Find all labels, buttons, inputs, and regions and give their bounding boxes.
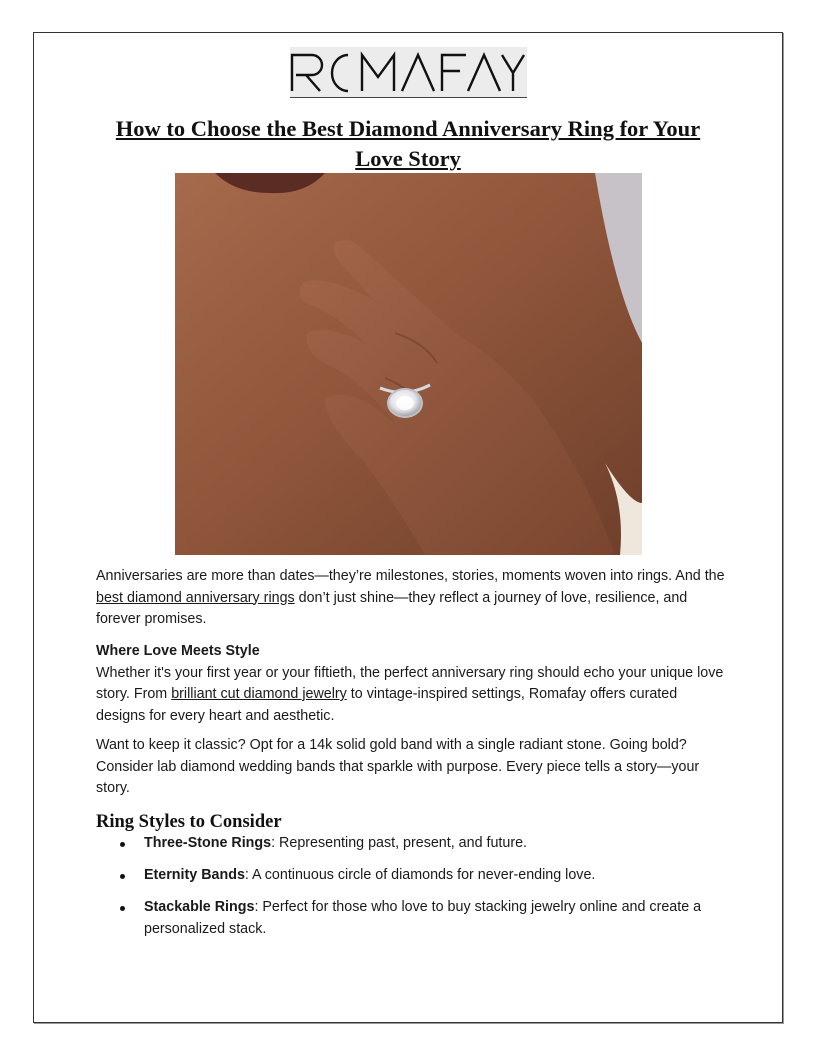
bullet-icon <box>120 906 125 911</box>
intro-text-1: Anniversaries are more than dates—they’re milestones, stories, moments woven into rings. And the <box>96 568 725 584</box>
section-where-love-meets-style <box>96 641 726 727</box>
section-heading-where-love-meets-style: Where Love Meets Style <box>96 643 260 659</box>
list-item-term: Three-Stone Rings <box>144 835 272 851</box>
romafay-logo <box>290 47 527 98</box>
intro-text-2: don’t just shine—they reflect a journey of love, resilience, and forever promises. <box>96 589 688 627</box>
section1-text-1: Whether it's your first year or your fiftieth, the perfect anniversary ring should echo your unique love story. From <box>96 664 724 702</box>
list-item <box>96 865 726 887</box>
classic-or-bold-paragraph: Want to keep it classic? Opt for a 14k solid gold band with a single radiant stone. Going bold? Consider lab diamond wedding bands that sparkle with purpose. Every piece tells a story—your story. <box>96 737 700 796</box>
hero-photo-ring-on-hand <box>175 173 642 555</box>
page-title: How to Choose the Best Diamond Anniversary Ring for Your Love Story <box>115 116 701 171</box>
ring-styles-list <box>96 833 726 951</box>
ring-styles-heading: Ring Styles to Consider <box>96 812 282 832</box>
list-item-desc: : Representing past, present, and future. <box>271 835 528 851</box>
romafay-logo-mark <box>290 47 527 97</box>
list-item <box>96 833 726 855</box>
list-item-term: Eternity Bands <box>144 867 245 883</box>
list-item <box>96 897 726 940</box>
section1-text-2: to vintage-inspired settings, Romafay offers curated designs for every heart and aesthetic. <box>96 686 678 724</box>
brilliant-cut-diamond-jewelry-link[interactable]: brilliant cut diamond jewelry <box>171 686 347 702</box>
bullet-icon <box>120 842 125 847</box>
hero-illustration <box>175 173 642 555</box>
best-diamond-anniversary-rings-link[interactable]: best diamond anniversary rings <box>96 589 295 606</box>
bullet-icon <box>120 874 125 879</box>
list-item-desc: : Perfect for those who love to buy stacking jewelry online and create a personalized stack. <box>144 899 702 937</box>
list-item-desc: : A continuous circle of diamonds for never-ending love. <box>244 867 596 883</box>
intro-paragraph <box>96 566 726 631</box>
list-item-term: Stackable Rings <box>144 899 255 915</box>
